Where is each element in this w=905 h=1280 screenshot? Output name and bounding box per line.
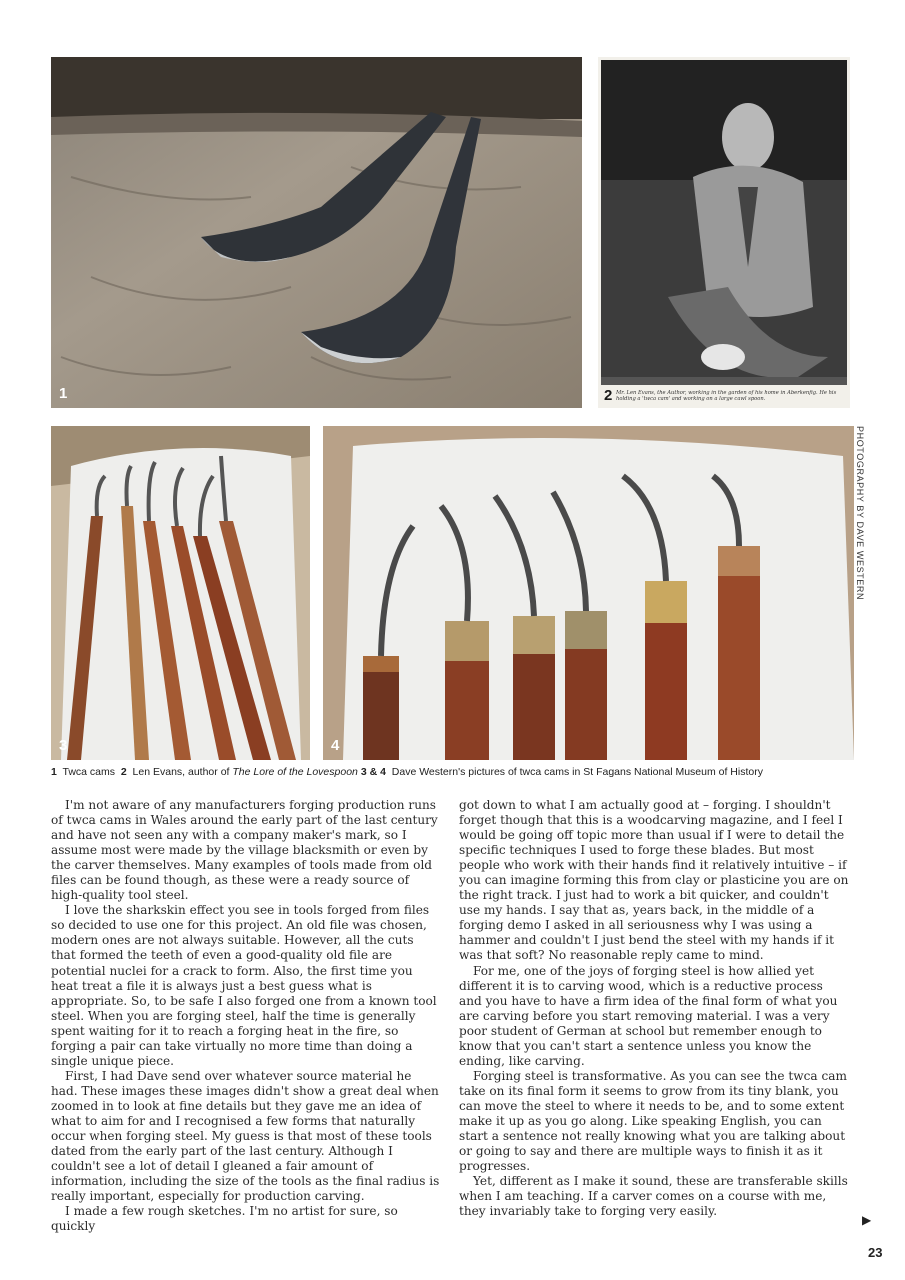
paragraph: I'm not aware of any manufacturers forging production runs of twca cams in Wales around the early part of the last century and have not seen any with a company maker's mark, so I assume most were made by the village blacksmith or even by the carver themselves. Many examples of tools made from old files can be found though, as these were a ready source of high-quality tool steel. bbox=[51, 798, 438, 903]
caption-text-34: Dave Western's pictures of twca cams in St Fagans National Museum of History bbox=[391, 766, 763, 778]
photo-2-image bbox=[598, 57, 850, 408]
paragraph: I made a few rough sketches. I'm no artist for sure, so quickly bbox=[51, 1204, 398, 1234]
photo-twca-cams-on-wood bbox=[51, 57, 582, 408]
caption-num-34: 3 & 4 bbox=[360, 766, 386, 778]
paragraph: got down to what I am actually good at – forging. I shouldn't forget though that this is a woodcarving magazine, and I feel I would be going off topic more than usual if I were to detail the specific techniques I used to forge these blades. But most people who work with their hands find it relatively intuitive – if you can imagine forming this from clay or plasticine you are on the right track. I just had to work a bit quicker, and couldn't use my hands. I say that as, years back, in the middle of a forging demo I asked in all seriousness why I was using a hammer and couldn't I just bend the steel with my hands if it was that soft? No reasonable reply came to mind. bbox=[459, 798, 849, 963]
paragraph: Forging steel is transformative. As you can see the twca cam take on its final form it seems to grow from its tiny blank, you can move the steel to where it needs to be, and to some extent make it up as you go along. Like speaking English, you can start a sentence not really knowing what you are talking about or going to say and there are multiple ways to finish it as it progresses. bbox=[459, 1068, 847, 1174]
paragraph: Yet, different as I make it sound, these are transferable skills when I am teaching. If a carver comes on a course with me, they invariably take to forging very easily. bbox=[459, 1174, 848, 1219]
photo-4-image bbox=[323, 426, 854, 760]
paragraph: First, I had Dave send over whatever source material he had. These images these images didn't show a great deal when zoomed in to look at fine details but they gave me an idea of what to aim for and I recognised a few forms that naturally occur when forging steel. My guess is that most of these tools dated from the early part of the last century. Although I couldn't see a lot of detail I gleaned a fair amount of information, including the size of the tools as the final radius is really important, especially for production carving. bbox=[51, 1068, 440, 1204]
photo-number: 3 bbox=[59, 737, 68, 754]
caption-text-2: Len Evans, author of bbox=[132, 766, 230, 778]
photo-2-caption: Mr. Len Evans, the Author, working in the garden of his home in Aberkenfig. He his holding a 'twca cam' and working on a large cawl spoon. bbox=[616, 390, 837, 402]
paragraph: For me, one of the joys of forging steel is how allied yet different it is to carving wood, which is a reductive process and you have to have a firm idea of the final form of what you are carving before you start removing material. I was a very poor student of German at school but remember enough to know that you can't start a sentence unless you know the ending, like carving. bbox=[459, 963, 838, 1068]
caption-num-2: 2 bbox=[120, 766, 127, 778]
photo-credit: PHOTOGRAPHY BY DAVE WESTERN bbox=[855, 426, 865, 601]
photo-3-image bbox=[51, 426, 310, 760]
text-column-left bbox=[51, 798, 441, 1234]
caption-book-title: The Lore of the Lovespoon bbox=[232, 766, 358, 778]
paragraph: I love the sharkskin effect you see in tools forged from files so decided to use one for this project. An old file was chosen, modern ones are not always suitable. However, all the cuts that formed the teeth of even a good-quality old file are potential nuclei for a crack to form. Also, the first time you heat treat a file it is always just a best guess what is appropriate. So, to be safe I also forged one from a known tool steel. When you are forging steel, half the time is generally spent waiting for it to reach a forging heat in the fire, so forging a pair can take virtually no more time than doing a single unique piece. bbox=[51, 903, 437, 1068]
photo-number: 1 bbox=[59, 385, 68, 402]
photo-tools-in-box bbox=[51, 426, 310, 760]
page-number: 23 bbox=[868, 1245, 883, 1260]
photo-number: 4 bbox=[331, 737, 340, 754]
figure-caption bbox=[51, 766, 861, 778]
caption-num-1: 1 bbox=[51, 766, 57, 778]
continue-arrow-icon: ▶ bbox=[862, 1213, 872, 1227]
text-column-right bbox=[459, 798, 849, 1219]
photo-1-image bbox=[51, 57, 582, 408]
photo-tools-closeup bbox=[323, 426, 854, 760]
photo-number: 2 bbox=[604, 387, 613, 404]
photo-len-evans bbox=[598, 57, 850, 408]
caption-text-1: Twca cams bbox=[62, 766, 116, 778]
